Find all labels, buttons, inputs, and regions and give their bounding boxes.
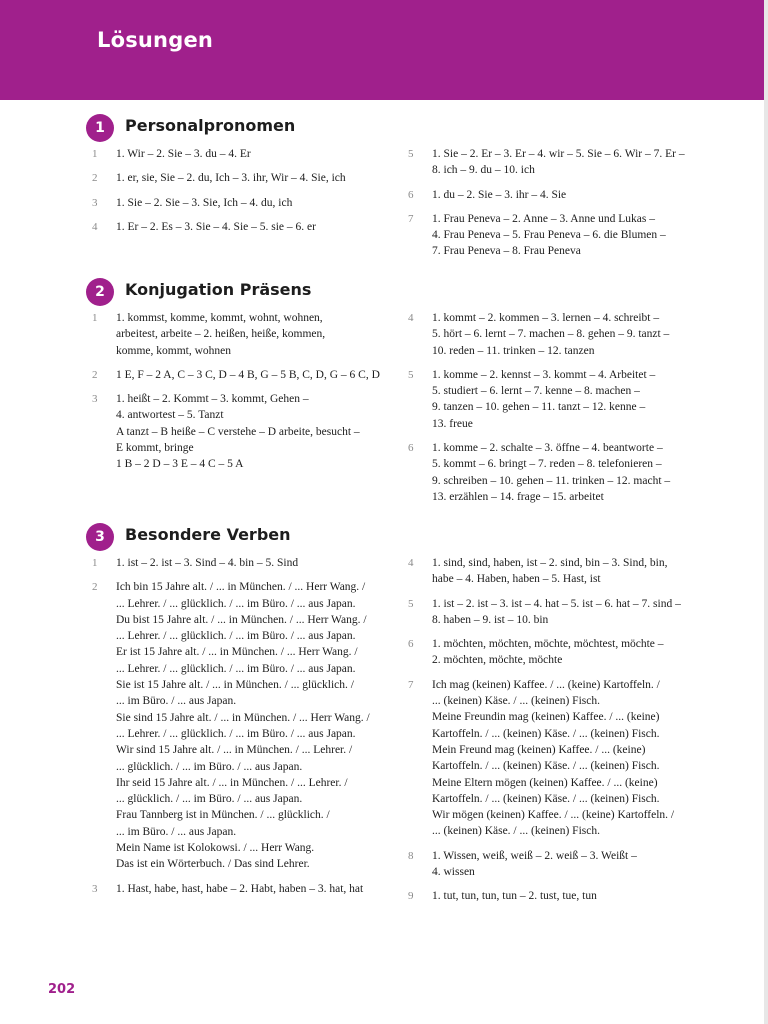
answer-line: Sie sind 15 Jahre alt. / ... in München. / ... Herr Wang. / xyxy=(116,711,370,724)
answer-line: Sie ist 15 Jahre alt. / ... in München. / ... glücklich. / xyxy=(116,679,354,692)
left-column xyxy=(92,310,392,481)
exercise-item xyxy=(92,146,392,162)
answer-line: 1. Er – 2. Es – 3. Sie – 4. Sie – 5. sie – 6. er xyxy=(116,220,316,233)
exercise-item xyxy=(408,367,718,432)
exercise-item xyxy=(408,440,718,505)
exercise-item xyxy=(408,677,718,840)
answer-line: Er ist 15 Jahre alt. / ... in München. / ... Herr Wang. / xyxy=(116,646,358,659)
answer-line: E kommt, bringe xyxy=(116,442,194,455)
right-column xyxy=(408,146,718,268)
exercise-number: 3 xyxy=(92,882,98,895)
answer-line: 5. studiert – 6. lernt – 7. kenne – 8. machen – xyxy=(432,385,640,398)
answer-line: habe – 4. Haben, haben – 5. Hast, ist xyxy=(432,573,601,586)
left-column xyxy=(92,146,392,243)
page-header xyxy=(0,0,768,100)
exercise-item xyxy=(408,187,718,203)
exercise-number: 1 xyxy=(92,148,98,160)
exercise-item xyxy=(92,195,392,211)
exercise-number: 4 xyxy=(408,312,414,324)
answer-line: ... im Büro. / ... aus Japan. xyxy=(116,695,237,708)
answer-line: 1. heißt – 2. Kommt – 3. kommt, Gehen – xyxy=(116,393,309,406)
answer-line: 1. sind, sind, haben, ist – 2. sind, bin – 3. Sind, bin, xyxy=(432,557,668,569)
answer-line: 1. komme – 2. schalte – 3. öffne – 4. beantworte – xyxy=(432,442,663,455)
exercise-number: 5 xyxy=(408,148,414,160)
exercise-number: 7 xyxy=(408,678,414,691)
answer-line: 7. Frau Peneva – 8. Frau Peneva xyxy=(432,245,581,258)
exercise-item xyxy=(408,555,718,588)
exercise-item xyxy=(92,219,392,235)
exercise-number: 2 xyxy=(92,172,98,185)
exercise-item xyxy=(408,211,718,260)
exercise-number: 1 xyxy=(92,557,98,569)
section-number-badge: 1 xyxy=(86,114,114,142)
answer-line: Kartoffeln. / ... (keinen) Käse. / ... (keinen) Fisch. xyxy=(432,792,660,805)
exercise-item xyxy=(408,146,718,179)
answer-line: ... Lehrer. / ... glücklich. / ... im Büro. / ... aus Japan. xyxy=(116,727,356,740)
answer-line: 1. Sie – 2. Er – 3. Er – 4. wir – 5. Sie – 6. Wir – 7. Er – xyxy=(432,148,685,160)
answer-line: komme, kommt, wohnen xyxy=(116,344,231,357)
answer-line: 4. antwortest – 5. Tanzt xyxy=(116,409,224,422)
answer-line: 1. komme – 2. kennst – 3. kommt – 4. Arbeitet – xyxy=(432,368,656,381)
answer-line: 1. kommt – 2. kommen – 3. lernen – 4. schreibt – xyxy=(432,312,660,324)
answer-line: 13. erzählen – 14. frage – 15. arbeitet xyxy=(432,490,604,503)
answer-line: 9. tanzen – 10. gehen – 11. tanzt – 12. kenne – xyxy=(432,401,646,414)
answer-line: 1. er, sie, Sie – 2. du, Ich – 3. ihr, Wir – 4. Sie, ich xyxy=(116,172,346,185)
exercise-number: 4 xyxy=(408,557,414,569)
answer-line: 4. Frau Peneva – 5. Frau Peneva – 6. die Blumen – xyxy=(432,229,666,242)
answer-line: ... glücklich. / ... im Büro. / ... aus Japan. xyxy=(116,760,303,773)
answer-line: Kartoffeln. / ... (keinen) Käse. / ... (keinen) Fisch. xyxy=(432,760,660,773)
right-column xyxy=(408,310,718,513)
exercise-number: 2 xyxy=(92,368,98,381)
answer-line: Wir sind 15 Jahre alt. / ... in München. / ... Lehrer. / xyxy=(116,744,353,757)
answer-line: 1 E, F – 2 A, C – 3 C, D – 4 B, G – 5 B, C, D, G – 6 C, D xyxy=(116,368,380,381)
exercise-item xyxy=(408,310,718,359)
answer-line: 1. kommst, komme, kommt, wohnt, wohnen, xyxy=(116,312,323,324)
exercise-number: 3 xyxy=(92,196,98,209)
answer-line: 1 B – 2 D – 3 E – 4 C – 5 A xyxy=(116,458,244,471)
answer-line: 8. haben – 9. ist – 10. bin xyxy=(432,613,549,626)
answer-line: arbeitest, arbeite – 2. heißen, heiße, kommen, xyxy=(116,328,326,341)
answer-line: Mein Name ist Kolokowsi. / ... Herr Wang. xyxy=(116,842,315,855)
answer-line: 2. möchten, möchte, möchte xyxy=(432,654,563,667)
answer-line: Ihr seid 15 Jahre alt. / ... in München. / ... Lehrer. / xyxy=(116,776,348,789)
answer-line: 8. ich – 9. du – 10. ich xyxy=(432,164,535,177)
exercise-item xyxy=(92,367,392,383)
answer-line: Meine Freundin mag (keinen) Kaffee. / ... (keine) xyxy=(432,711,660,724)
page-title: Lösungen xyxy=(97,28,214,52)
left-column xyxy=(92,555,392,905)
answer-line: 1. Frau Peneva – 2. Anne – 3. Anne und Lukas – xyxy=(432,212,655,225)
answer-line: 1. ist – 2. ist – 3. ist – 4. hat – 5. ist – 6. hat – 7. sind – xyxy=(432,597,681,610)
page-edge xyxy=(764,0,768,1024)
answer-line: 1. Sie – 2. Sie – 3. Sie, Ich – 4. du, ich xyxy=(116,196,293,209)
answer-line: ... glücklich. / ... im Büro. / ... aus Japan. xyxy=(116,793,303,806)
answer-line: ... (keinen) Käse. / ... (keinen) Fisch. xyxy=(432,695,600,708)
exercise-number: 6 xyxy=(408,442,414,455)
answer-line: ... Lehrer. / ... glücklich. / ... im Büro. / ... aus Japan. xyxy=(116,630,356,643)
answer-line: 1. Wissen, weiß, weiß – 2. weiß – 3. Weißt – xyxy=(432,849,637,862)
section-title: Personalpronomen xyxy=(125,116,296,135)
answer-line: 1. tut, tun, tun, tun – 2. tust, tue, tun xyxy=(432,890,597,903)
exercise-number: 6 xyxy=(408,188,414,201)
answer-line: 5. hört – 6. lernt – 7. machen – 8. gehen – 9. tanzt – xyxy=(432,328,670,341)
answer-line: ... (keinen) Käse. / ... (keinen) Fisch. xyxy=(432,825,600,838)
exercise-item xyxy=(92,170,392,186)
answer-line: Das ist ein Wörterbuch. / Das sind Lehrer. xyxy=(116,858,310,871)
exercise-number: 4 xyxy=(92,220,98,233)
answer-line: Ich mag (keinen) Kaffee. / ... (keine) Kartoffeln. / xyxy=(432,678,660,691)
answer-line: 13. freue xyxy=(432,417,473,430)
page-number: 202 xyxy=(48,982,76,997)
exercise-item xyxy=(92,579,392,872)
exercise-item xyxy=(92,310,392,359)
answer-line: 1. du – 2. Sie – 3. ihr – 4. Sie xyxy=(432,188,567,201)
answer-line: ... Lehrer. / ... glücklich. / ... im Büro. / ... aus Japan. xyxy=(116,597,356,610)
exercise-item xyxy=(92,391,392,472)
answer-line: ... im Büro. / ... aus Japan. xyxy=(116,825,237,838)
answer-line: Du bist 15 Jahre alt. / ... in München. / ... Herr Wang. / xyxy=(116,613,367,626)
section-number-badge: 2 xyxy=(86,278,114,306)
answer-line: 10. reden – 11. trinken – 12. tanzen xyxy=(432,344,595,357)
answer-line: A tanzt – B heiße – C verstehe – D arbeite, besucht – xyxy=(116,425,360,438)
answer-line: Meine Eltern mögen (keinen) Kaffee. / ... (keine) xyxy=(432,776,658,789)
answer-line: Kartoffeln. / ... (keinen) Käse. / ... (keinen) Fisch. xyxy=(432,727,660,740)
section-title: Besondere Verben xyxy=(125,525,291,544)
exercise-item xyxy=(408,888,718,904)
exercise-number: 2 xyxy=(92,581,98,594)
exercise-number: 5 xyxy=(408,368,414,381)
exercise-number: 7 xyxy=(408,212,414,225)
answer-line: 9. schreiben – 10. gehen – 11. trinken – 12. macht – xyxy=(432,474,671,487)
exercise-item xyxy=(92,881,392,897)
answer-line: ... Lehrer. / ... glücklich. / ... im Büro. / ... aus Japan. xyxy=(116,662,356,675)
answer-line: Ich bin 15 Jahre alt. / ... in München. / ... Herr Wang. / xyxy=(116,581,366,594)
exercise-item xyxy=(408,636,718,669)
exercise-number: 9 xyxy=(408,890,414,903)
answer-line: 4. wissen xyxy=(432,866,475,879)
answer-line: 1. ist – 2. ist – 3. Sind – 4. bin – 5. Sind xyxy=(116,557,299,569)
exercise-item xyxy=(408,596,718,629)
exercise-item xyxy=(408,848,718,881)
exercise-number: 6 xyxy=(408,638,414,651)
section-title: Konjugation Präsens xyxy=(125,280,312,299)
section-number-badge: 3 xyxy=(86,523,114,551)
answer-line: 1. möchten, möchten, möchte, möchtest, möchte – xyxy=(432,638,664,651)
exercise-number: 8 xyxy=(408,849,414,862)
right-column xyxy=(408,555,718,913)
answer-line: 1. Hast, habe, hast, habe – 2. Habt, haben – 3. hat, hat xyxy=(116,882,364,895)
answer-line: 1. Wir – 2. Sie – 3. du – 4. Er xyxy=(116,148,251,160)
answer-line: Mein Freund mag (keinen) Kaffee. / ... (keine) xyxy=(432,743,646,756)
exercise-item xyxy=(92,555,392,571)
answer-line: 5. kommt – 6. bringt – 7. reden – 8. telefonieren – xyxy=(432,458,662,471)
exercise-number: 5 xyxy=(408,597,414,610)
exercise-number: 1 xyxy=(92,312,98,324)
answer-line: Frau Tannberg ist in München. / ... glücklich. / xyxy=(116,809,330,822)
exercise-number: 3 xyxy=(92,393,98,406)
answer-line: Wir mögen (keinen) Kaffee. / ... (keine) Kartoffeln. / xyxy=(432,809,675,822)
